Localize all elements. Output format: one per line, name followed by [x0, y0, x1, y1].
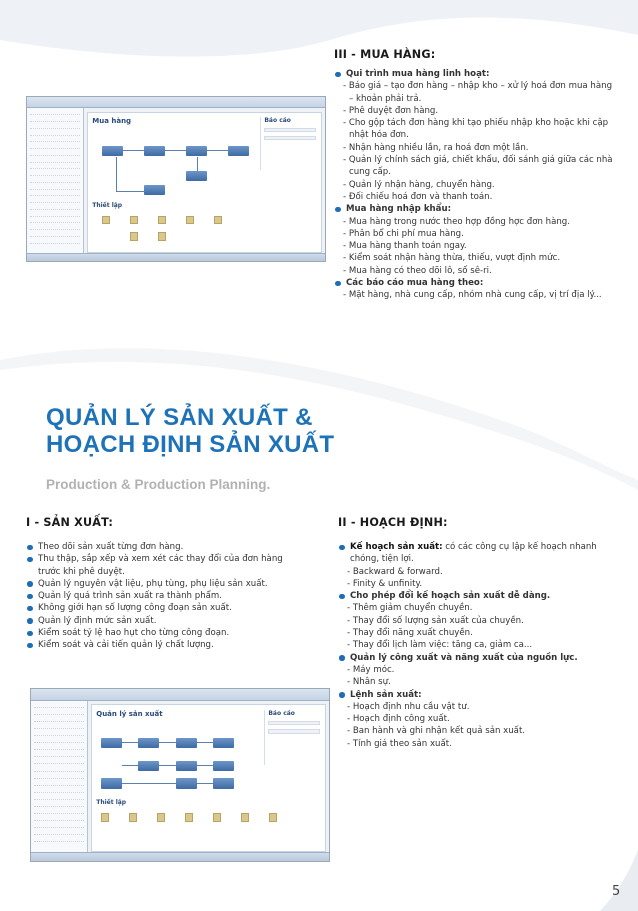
purchasing-item: - Quản lý nhận hàng, chuyển hàng.	[343, 179, 495, 190]
planning-item: - Finity & unfinity.	[347, 578, 423, 589]
planning-group-desc: có các công cụ lập kế hoạch nhanh chóng, tiện lợi.	[350, 542, 597, 565]
screenshot-title: Mua hàng	[92, 116, 132, 125]
planning-group-title	[338, 541, 618, 566]
production-item: Quản lý định mức sản xuất.	[26, 615, 302, 627]
planning-group-title: Cho phép đổi kế hoạch sản xuất dễ dàng.	[338, 590, 618, 602]
production-item: Thu thập, sắp xếp và xem xét các thay đổi của đơn hàng trước khi phê duyệt.	[26, 553, 302, 578]
planning-item: - Thay đổi năng xuất chuyền.	[347, 628, 473, 639]
section-subtitle: Production & Production Planning.	[46, 477, 271, 492]
screenshot-title: Quản lý sản xuất	[96, 709, 163, 718]
purchasing-item: - Mặt hàng, nhà cung cấp, nhóm nhà cung cấp, vị trí địa lý...	[343, 290, 602, 301]
section-title	[46, 404, 606, 458]
planning-item: - Ban hành và ghi nhận kết quả sản xuất.	[347, 726, 526, 737]
planning-item: - Hoạch định công xuất.	[347, 714, 450, 725]
purchasing-item: - Đối chiếu hoá đơn và thanh toán.	[343, 191, 493, 202]
purchasing-item: - Mua hàng trong nước theo hợp đồng hợc đơn hàng.	[343, 216, 570, 227]
purchasing-item: - Mua hàng có theo dõi lô, số sê-ri.	[343, 265, 492, 276]
purchasing-group-title: Các báo cáo mua hàng theo:	[334, 277, 618, 289]
purchasing-group-title: Mua hàng nhập khẩu:	[334, 203, 618, 215]
purchasing-item: - Báo giá – tạo đơn hàng – nhập kho – xử lý hoá đơn mua hàng – khoản phải trả.	[343, 81, 613, 104]
purchasing-heading: III - MUA HÀNG:	[334, 48, 436, 61]
purchasing-list	[334, 68, 618, 302]
purchasing-group-title: Qui trình mua hàng linh hoạt:	[334, 68, 618, 80]
planning-heading: II - HOẠCH ĐỊNH:	[338, 516, 448, 529]
production-item: Kiểm soát tỷ lệ hao hụt cho từng công đoạn.	[26, 627, 302, 639]
production-item: Kiểm soát và cải tiến quản lý chất lượng.	[26, 639, 302, 651]
report-label: Báo cáo	[268, 709, 295, 717]
production-item: Theo dõi sản xuất từng đơn hàng.	[26, 541, 302, 553]
planning-item: - Thêm giảm chuyển chuyền.	[347, 603, 473, 614]
purchasing-item: - Quản lý chính sách giá, chiết khấu, đối sánh giá giữa các nhà cung cấp.	[343, 155, 613, 178]
planning-item: - Thay đổi lịch làm việc: tăng ca, giảm ca...	[347, 640, 533, 651]
planning-group-title: Lệnh sản xuất:	[338, 689, 618, 701]
screenshot-report-panel	[264, 710, 320, 765]
production-list	[26, 541, 302, 652]
purchasing-item: - Phân bổ chi phí mua hàng.	[343, 228, 464, 239]
planning-item: - Thay đổi số lượng sản xuất của chuyền.	[347, 615, 524, 626]
planning-item: - Máy móc.	[347, 664, 395, 675]
purchasing-item: - Phê duyệt đơn hàng.	[343, 105, 439, 116]
planning-item: - Backward & forward.	[347, 566, 443, 577]
purchasing-screenshot	[26, 96, 326, 262]
planning-list	[338, 541, 618, 750]
report-label: Báo cáo	[264, 116, 291, 124]
planning-item: - Tính giá theo sản xuất.	[347, 738, 452, 749]
planning-item: - Nhân sự.	[347, 677, 391, 688]
production-item: Quản lý quá trình sản xuất ra thành phẩm.	[26, 590, 302, 602]
purchasing-item: - Kiểm soát nhận hàng thừa, thiếu, vượt định mức.	[343, 253, 561, 264]
production-item: Không giới hạn số lượng công đoạn sản xuất.	[26, 602, 302, 614]
section-title-line2: HOẠCH ĐỊNH SẢN XUẤT	[46, 431, 335, 458]
page-number: 5	[612, 884, 621, 899]
section-title-line1: QUẢN LÝ SẢN XUẤT &	[46, 404, 313, 431]
screenshot-report-panel	[260, 117, 316, 170]
purchasing-item: - Nhận hàng nhiều lần, ra hoá đơn một lần.	[343, 142, 529, 153]
planning-group-title-text: Kế hoạch sản xuất:	[350, 542, 443, 552]
screenshot-setup: Thiết lập	[92, 201, 123, 209]
production-heading: I - SẢN XUẤT:	[26, 516, 114, 529]
production-screenshot	[30, 688, 330, 862]
screenshot-setup: Thiết lập	[96, 798, 127, 806]
purchasing-item: - Mua hàng thanh toán ngay.	[343, 241, 467, 252]
planning-group-title: Quản lý công xuất và năng xuất của nguồn lực.	[338, 652, 618, 664]
purchasing-item: - Cho gộp tách đơn hàng khi tạo phiếu nhập kho hoặc khi cập nhật hóa đơn.	[343, 118, 609, 141]
planning-item: - Hoạch định nhu cầu vật tư.	[347, 701, 470, 712]
production-item: Quản lý nguyên vật liệu, phụ tùng, phụ liệu sản xuất.	[26, 578, 302, 590]
